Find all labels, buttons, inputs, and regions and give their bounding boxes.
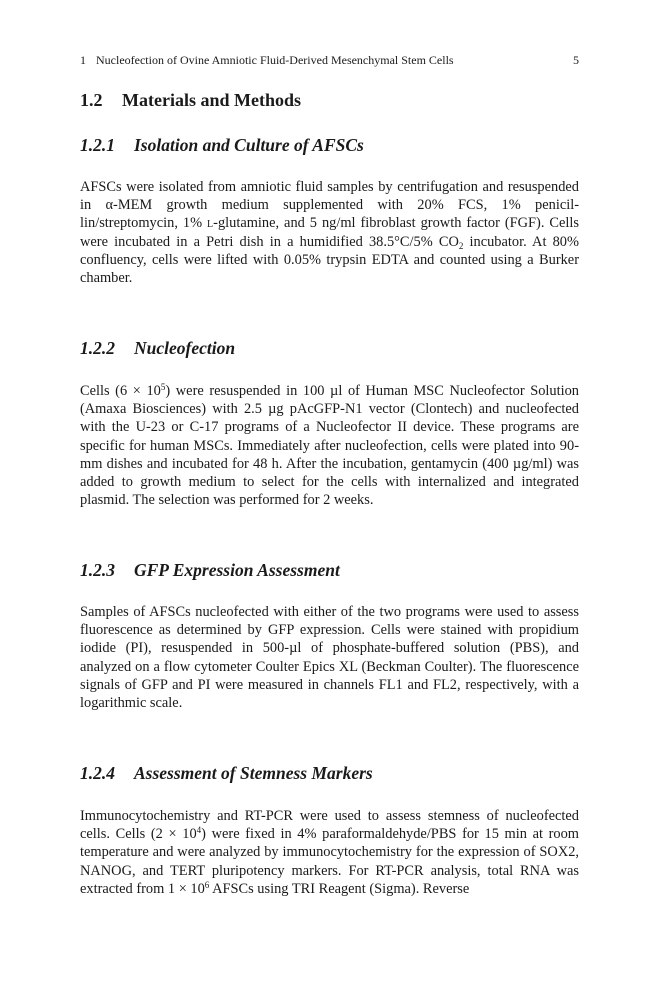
section-title: Materials and Methods (122, 90, 301, 110)
paragraph-nucleofection (80, 382, 579, 509)
chapter-number: 1 (80, 53, 86, 67)
subsection-heading-nucleofection (80, 337, 235, 359)
text-run: -glutamine, and 5 ng/ml fibroblast growth factor (FGF). Cells were incubated in a Petri dish in a humidified 38.5°C/5% CO (80, 215, 579, 250)
text-run: AFSCs using TRI Reagent (Sigma). Reverse (209, 880, 470, 897)
superscript: 5 (160, 382, 166, 392)
subsection-title: GFP Expression Assessment (134, 560, 340, 580)
text-run: ) were resuspended in 100 µl of Human MSC Nucleofector Solution (Amaxa Biosciences) with 2.5 µg pAcGFP-N1 vector (Clontech) and nucleofected with the U-23 or C-17 programs of a Nucleofector II device. These programs are specific for human MSCs. Immediately after nucleofection, cells were plated into 90-mm dishes and incubated for 48 h. After the incubation, gentamycin (400 µg/ml) was added to growth medium to select for the cells with internalized and integrated plasmid. The selection was performed for 2 weeks. (80, 383, 579, 509)
subsection-title: Assessment of Stemness Markers (134, 763, 373, 783)
subsection-number: 1.2.4 (80, 763, 115, 783)
text-run: Samples of AFSCs nucleofected with either of the two programs were used to assess fluorescence as determined by GFP expression. Cells were stained with propidium iodide (PI), resuspended in 500-µl of phosphate-buffered solution (PBS), and analyzed on a flow cytometer Coulter Epics XL (Beckman Coulter). The fluorescence signals of GFP and PI were measured in channels FL1 and FL2, respectively, with a logarithmic scale. (80, 604, 579, 712)
subsection-number: 1.2.1 (80, 135, 115, 155)
subsection-heading-isolation (80, 134, 364, 156)
subsection-title: Nucleofection (134, 338, 236, 358)
text-run: Immunocytochemistry and RT-PCR were used to assess stemness of nucleofected cells. Cells (2 × 10 (80, 808, 579, 843)
small-caps-l: l (207, 215, 214, 232)
section-heading (80, 89, 301, 111)
paragraph-gfp (80, 603, 579, 712)
running-head-title: Nucleofection of Ovine Amniotic Fluid-Derived Mesenchymal Stem Cells (96, 53, 454, 67)
paragraph-stemness (80, 807, 579, 898)
text-run: ) were fixed in 4% paraformaldehyde/PBS for 15 min at room temperature and were analyzed by immunocytochemistry for the expression of SOX2, NANOG, and TERT pluripotency markers. For RT-PCR analysis, total RNA was extracted from 1 × 10 (80, 826, 580, 897)
superscript: 4 (196, 825, 202, 836)
text-run: Cells (6 × 10 (80, 383, 161, 399)
superscript: 6 (204, 879, 210, 890)
paragraph-isolation (80, 178, 579, 287)
subsection-heading-gfp (80, 559, 340, 581)
page-number: 5 (573, 53, 579, 67)
subsection-heading-stemness (80, 762, 373, 784)
text-run: AFSCs were isolated from amniotic fluid samples by centrifugation and resuspended in α-MEM growth medium supplemented with 20% FCS, 1% penicil-lin/streptomycin, 1% (80, 179, 579, 232)
text-run: incubator. At 80% confluency, cells were lifted with 0.05% trypsin EDTA and counted using a Burker chamber. (80, 233, 579, 287)
subsection-title: Isolation and Culture of AFSCs (134, 135, 364, 155)
running-head (80, 52, 579, 68)
subsection-number: 1.2.3 (80, 560, 115, 580)
subscript: 2 (458, 240, 464, 251)
subsection-number: 1.2.2 (80, 338, 115, 358)
section-number: 1.2 (80, 90, 103, 110)
